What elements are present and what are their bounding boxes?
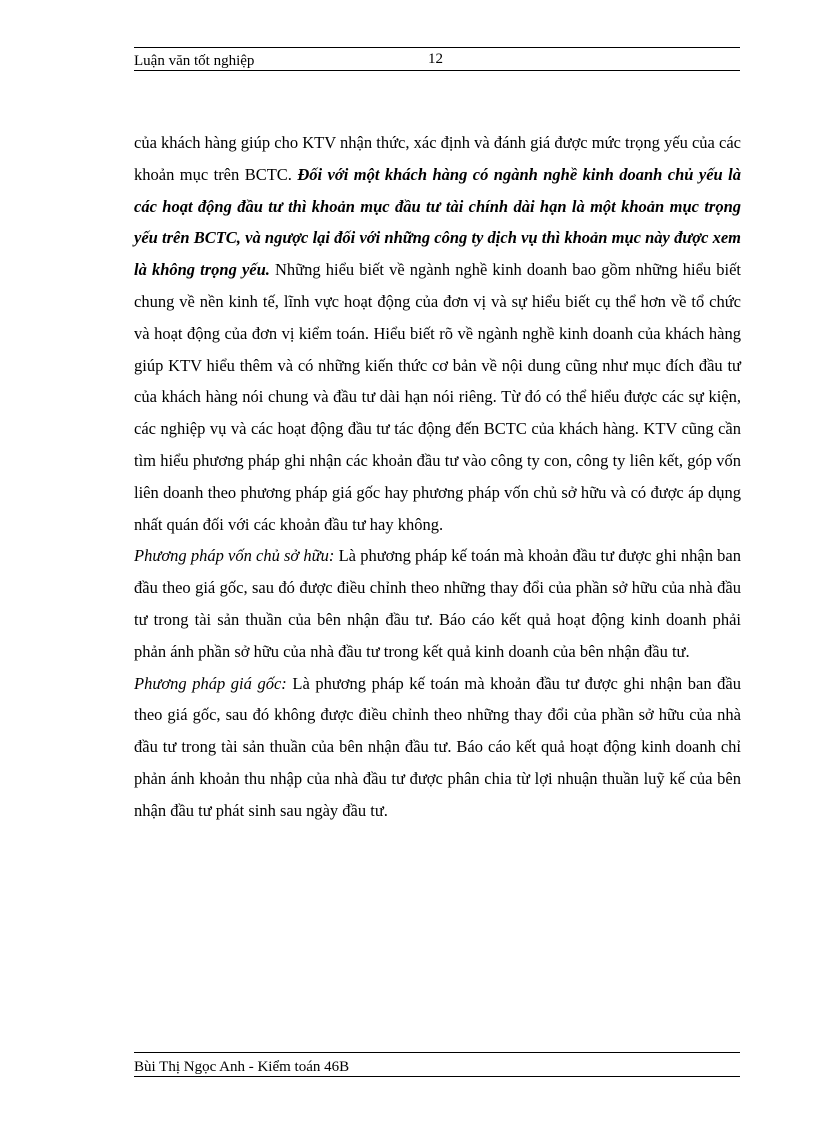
header-top-rule	[134, 47, 740, 48]
footer-top-rule	[134, 1052, 740, 1053]
body-text	[134, 127, 741, 827]
equity-method-term: Phương pháp vốn chủ sở hữu:	[134, 546, 335, 566]
header-title: Luận văn tốt nghiệp	[134, 53, 255, 69]
cost-method-term: Phương pháp giá gốc:	[134, 673, 287, 693]
paragraph-1-intro: của khách hàng giúp cho KTV nhận thức, xác định và đánh giá được mức trọng yếu của các khoản mục trên BCTC.	[134, 133, 741, 184]
paragraph-cost-method	[134, 668, 741, 827]
header-bottom-rule	[134, 70, 740, 71]
paragraph-1	[134, 127, 741, 540]
cost-method-text: Là phương pháp kế toán mà khoản đầu tư được ghi nhận ban đầu theo giá gốc, sau đó không được điều chỉnh theo những thay đổi của phần sở hữu của nhà đầu tư trong tài sản thuần của bên nhận đầu tư. Báo cáo kết quả hoạt động kinh doanh chỉ phản ánh khoản thu nhập của nhà đầu tư được phân chia từ lợi nhuận thuần luỹ kế của bên nhận đầu tư phát sinh sau ngày đầu tư.	[134, 673, 741, 820]
page-number: 12	[428, 51, 443, 67]
paragraph-1-rest: Những hiểu biết về ngành nghề kinh doanh bao gồm những hiểu biết chung về nền kinh tế, lĩnh vực hoạt động của đơn vị và sự hiểu biết cụ thể hơn về tổ chức và hoạt động của đơn vị kiểm toán. Hiểu biết rõ về ngành nghề kinh doanh của khách hàng giúp KTV hiểu thêm và có những kiến thức cơ bản về nội dung cũng như mục đích đầu tư của khách hàng nói chung và đầu tư dài hạn nói riêng. Từ đó có thể hiểu được các sự kiện, các nghiệp vụ và các hoạt động đầu tư tác động đến BCTC của khách hàng. KTV cũng cần tìm hiểu phương pháp ghi nhận các khoản đầu tư vào công ty con, công ty liên kết, góp vốn liên doanh theo phương pháp giá gốc hay phương pháp vốn chủ sở hữu và có được áp dụng nhất quán đối với các khoản đầu tư hay không.	[134, 260, 741, 534]
equity-method-text: Là phương pháp kế toán mà khoản đầu tư được ghi nhận ban đầu theo giá gốc, sau đó được điều chỉnh theo những thay đổi của phần sở hữu của nhà đầu tư trong tài sản thuần của bên nhận đầu tư. Báo cáo kết quả hoạt động kinh doanh phải phản ánh phần sở hữu của nhà đầu tư trong kết quả kinh doanh của bên nhận đầu tư.	[134, 546, 741, 661]
footer-bottom-rule	[134, 1076, 740, 1077]
footer-author: Bùi Thị Ngọc Anh - Kiểm toán 46B	[134, 1059, 350, 1075]
paragraph-equity-method	[134, 540, 741, 667]
paragraph-1-emphasis: Đối với một khách hàng có ngành nghề kinh doanh chủ yếu là các hoạt động đầu tư thì khoản mục đầu tư tài chính dài hạn là một khoản mục trọng yếu trên BCTC, và ngược lại đối với những công ty dịch vụ thì khoản mục này được xem là không trọng yếu.	[134, 164, 741, 280]
